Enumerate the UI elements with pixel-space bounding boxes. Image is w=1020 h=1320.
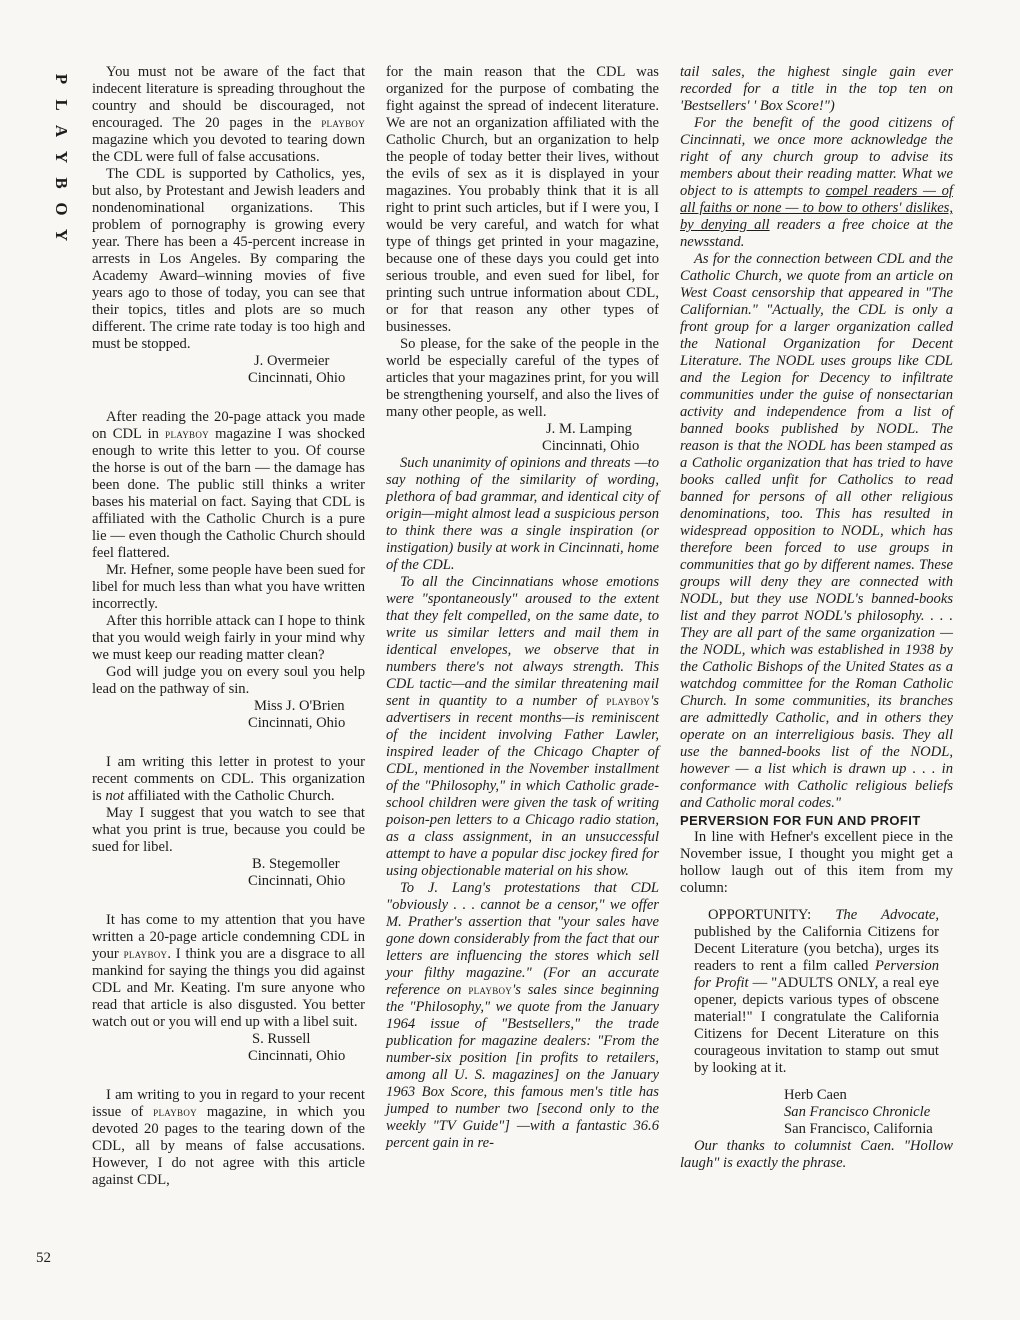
letter-paragraph: You must not be aware of the fact that indecent literature is spreading throughout the country and should be discouraged, not encouraged. The 20 pages in the playboy magazine which you devoted to tearing down the CDL were full of false accusations.	[92, 64, 365, 165]
editor-paragraph: To J. Lang's protestations that CDL "obviously . . . cannot be a censor," we offer M. Prather's assertion that "your sales have gone down considerably from the fact that our letters are influencing the stores which sell your filthy magazine." (For an accurate reference on playboy's sales since beginning the "Philosophy," we quote from the January 1964 issue of "Bestsellers," the trade publication for magazine dealers: "From the number-six position [in profits to retailers, among all U. S. magazines] on the January 1963 Box Score, this famous men's title has jumped to number two [second only to the weekly "TV Guide"] —with a fantastic 36.6 percent gain in re-	[386, 880, 659, 1151]
letter-signature: Miss J. O'Brien Cincinnati, Ohio	[248, 698, 346, 731]
letter-paragraph: for the main reason that the CDL was organized for the purpose of combating the fight against the spread of indecent literature. We are not an organization affiliated with the Catholic Church, but an organization to help the people of today better their lives, without the evils of sex as it is displayed in your magazines. You probably think that it is all right to print such articles, but if I were you, I would be very careful, and watch for what type of things get printed in your magazine, because one of these days you could get into serious trouble, and even sued for libel, for printing such untrue information about CDL, or for that reason any other types of businesses.	[386, 64, 659, 335]
letter-signature: Herb Caen San Francisco Chronicle San Francisco, California	[784, 1087, 933, 1137]
editor-paragraph: tail sales, the highest single gain ever recorded for a title in the top ten on 'Bestsellers' ' Box Score!")	[680, 64, 953, 114]
column-3	[680, 64, 953, 1172]
editor-reply	[386, 455, 659, 1152]
letter-paragraph: After this horrible attack can I hope to think that you would weigh fairly in your mind why we must keep our reading matter clean?	[92, 613, 365, 663]
letter-paragraph: I am writing this letter in protest to your recent comments on CDL. This organization is not affiliated with the Catholic Church.	[92, 754, 365, 804]
letter-paragraph: May I suggest that you watch to see that what you print is true, because you could be sued for libel.	[92, 805, 365, 855]
section-heading: PERVERSION FOR FUN AND PROFIT	[680, 813, 921, 828]
editor-reply	[680, 64, 953, 812]
column-2	[386, 64, 659, 1152]
editor-paragraph: To all the Cincinnatians whose emotions were "spontaneously" aroused to the extent that they felt compelled, on the same date, to write us similar letters and mail them in identical envelopes, we observe that in numbers there's not always strength. This CDL tactic—and the similar threatening mail sent in quantity to a number of playboy's advertisers in recent months—is reminiscent of the incident involving Father Lawler, inspired leader of the Chicago Chapter of CDL, mentioned in the November installment of the "Philosophy," in which Catholic grade-school children were given the task of writing poison-pen letters to a Chicago radio station, as a class assignment, in an unsuccessful attempt to have a popular disc jockey fired for using objectionable material on his show.	[386, 574, 659, 879]
letter-signature: J. Overmeier Cincinnati, Ohio	[248, 353, 346, 386]
editor-paragraph: For the benefit of the good citizens of Cincinnati, we once more acknowledge the right of any church group to advise its members about their reading matter. What we object to is attempts to compel readers — of all faiths or none — to bow to others' dislikes, by denying all readers a free choice at the newsstand.	[680, 115, 953, 250]
quoted-column-item: OPPORTUNITY: The Advocate, published by the California Citizens for Decent Literature (you betcha), urges its readers to rent a film called Perversion for Profit — "ADULTS ONLY, a real eye opener, depicts various types of obscene material!" I congratulate the California Citizens for Decent Literature on this courageous invitation to stamp out smut by looking at it.	[694, 907, 939, 1076]
letter-paragraph: It has come to my attention that you have written a 20-page article condemning CDL in your playboy. I think you are a disgrace to all mankind for saying the things you did against CDL and Mr. Keating. I'm sure anyone who read that article is also disgusted. You better watch out or you will end up with a libel suit.	[92, 912, 366, 1030]
letter-paragraph: So please, for the sake of the people in the world be especially careful of the types of articles that your magazines print, for you will be strengthening yourself, and also the lives of many other people, as well.	[386, 336, 659, 420]
letter-paragraph: God will judge you on every soul you help lead on the pathway of sin.	[92, 664, 365, 697]
magazine-spine-title: P L A Y B O Y	[52, 73, 71, 246]
letter-signature: B. Stegemoller Cincinnati, Ohio	[248, 856, 346, 889]
letter-signature: J. M. Lamping Cincinnati, Ohio	[542, 421, 640, 454]
letter-paragraph: After reading the 20-page attack you made on CDL in playboy magazine I was shocked enough to write this letter to you. Of course the horse is out of the barn — the damage has been done. The public still thinks a writer bases his material on fact. Saying that CDL is affiliated with the Catholic Church is a pure lie — even though the Catholic Church should feel flattered.	[92, 409, 365, 561]
editor-reply	[680, 1138, 953, 1172]
letter-paragraph: The CDL is supported by Catholics, yes, but also, by Protestant and Jewish leaders and nondenominational organizations. This problem of pornography is growing every year. There has been a 45-percent increase in arrests in Los Angeles. By comparing the Academy Award–winning movies of five years ago to those of today, you can see that their topics, titles and plots are so much different. The crime rate today is too high and must be stopped.	[92, 166, 365, 352]
editor-paragraph: Such unanimity of opinions and threats —to say nothing of the similarity of wording, plethora of bad grammar, and identical city of origin—might almost lead a suspicious person to think there was a single inspiration (or instigation) busily at work in Cincinnati, home of the CDL.	[386, 455, 659, 573]
column-1	[92, 64, 365, 1189]
page-number: 52	[36, 1250, 51, 1266]
letter-paragraph: In line with Hefner's excellent piece in the November issue, I thought you might get a hollow laugh out of this item from my column:	[680, 829, 953, 896]
letter-paragraph: Mr. Hefner, some people have been sued for libel for much less than what you have written incorrectly.	[92, 562, 365, 612]
editor-paragraph: Our thanks to columnist Caen. "Hollow laugh" is exactly the phrase.	[680, 1138, 953, 1171]
letter-signature: S. Russell Cincinnati, Ohio	[248, 1031, 346, 1064]
editor-paragraph: As for the connection between CDL and the Catholic Church, we quote from an article on West Coast censorship that appeared in "The Californian." "Actually, the CDL is only a front group for a larger organization called the National Organization for Decent Literature. The NODL uses groups like CDL and the Legion for Decency to infiltrate communities under the guise of nonsectarian activity and independence from a list of banned books published by NODL. The reason is that the NODL has been stamped as a Catholic organization that has tried to have books called unfit for Catholics to read banned for persons of all other religious denominations, too. This has resulted in widespread opposition to NODL, which has therefore been forced to use groups in communities that go by different names. These groups will deny they are connected with NODL, but they use NODL's banned-books list and they parrot NODL's philosophy. . . . They are all part of the same organization — the NODL, which was established in 1938 by the Catholic Bishops of the United States as a watchdog committee for the Roman Catholic Church. In some communities, its branches are admittedly Catholic, and in others they operate on an interreligious basis. They all use the banned-books list of the NODL, however — a list which is drawn up . . . in conformance with Catholic religious beliefs and Catholic moral codes."	[680, 251, 953, 811]
letter-paragraph: I am writing to you in regard to your recent issue of playboy magazine, in which you devoted 20 pages to the tearing down of the CDL, all by means of false accusations. However, I do not agree with this article against CDL,	[92, 1087, 365, 1188]
